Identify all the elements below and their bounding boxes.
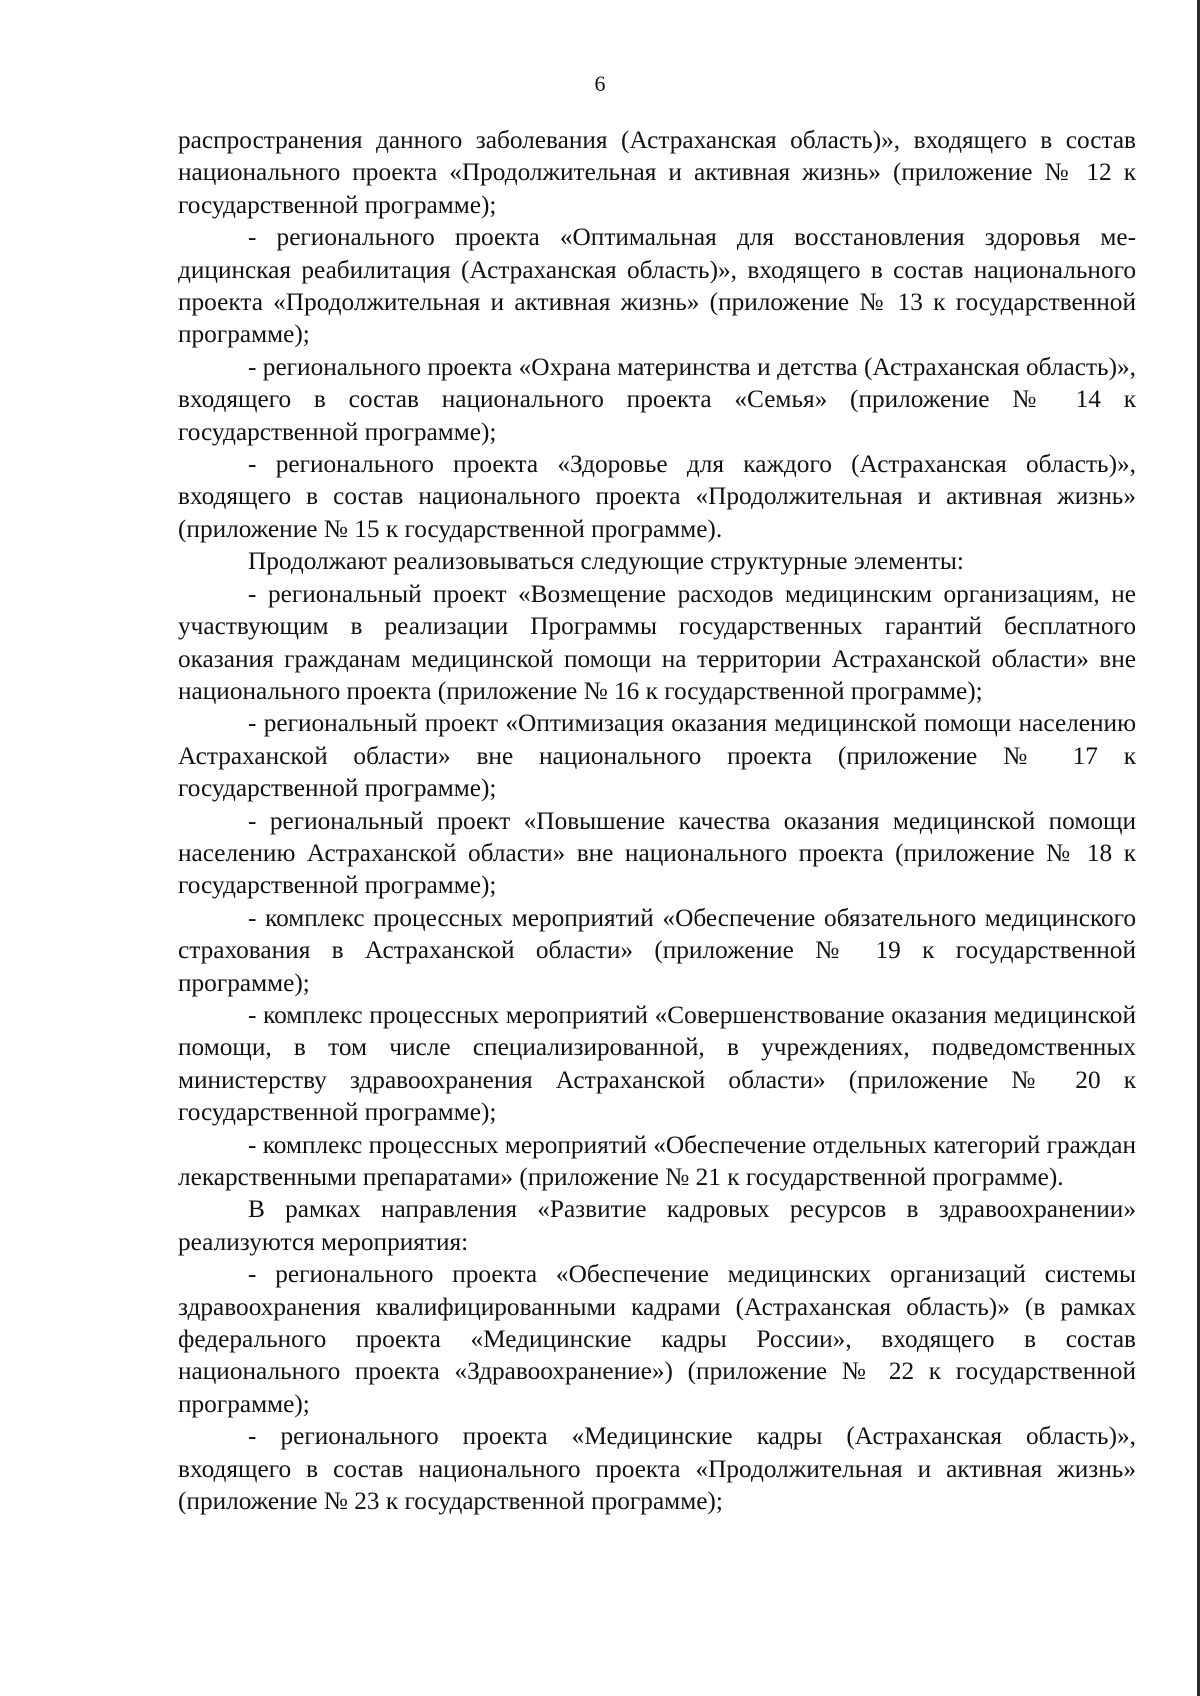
page-number: 6 <box>594 71 606 96</box>
paragraph-regional-project-medical-personnel: - регионального проекта «Медицинские кадры (Астраханская область)», входящего в состав национального проекта «Продолжительная и активная жизнь» (приложение № 23 к государственной программе); <box>178 1422 1136 1516</box>
paragraph-process-improvement: - комплекс процессных мероприятий «Совершенствование оказания медицинской помощи, в том числе специализированной, в учреждениях, подведомственных министерству здравоохранения Астраханской области» (приложение № 20 к государственной программе); <box>178 1000 1136 1127</box>
paragraph-regional-project-qualified-personnel: - регионального проекта «Обеспечение медицинских организаций системы здравоохранения квалифицированными кадрами (Астраханская область)» (в рамках федерального проекта «Медицинские кадры России», входящего в состав национального проекта «Здравоохранение») (приложение № 22 к государственной программе); <box>178 1260 1136 1418</box>
paragraph-regional-project-rehabilitation: - регионального проекта «Оптимальная для восстановления здоровья медицинская реабилитация (Астраханская область)», входящего в состав национального проекта «Продолжительная и активная жизнь» (приложение № 13 к государственной программе); <box>178 223 1136 349</box>
paragraph-personnel-direction-intro: В рамках направления «Развитие кадровых ресурсов в здравоохранении» реализуются мероприятия: <box>178 1195 1136 1256</box>
paragraph-regional-project-quality: - региональный проект «Повышение качества оказания медицинской помощи населению Астраханской области» вне национального проекта (приложение № 18 к государственной программе); <box>178 806 1136 900</box>
paragraph-process-medicines: - комплекс процессных мероприятий «Обеспечение отдельных категорий граждан лекарственными препаратами» (приложение № 21 к государственной программе). <box>178 1130 1136 1191</box>
paragraph-regional-project-reimbursement: - региональный проект «Возмещение расходов медицинским организациям, не участвующим в реализации Программы государственных гарантий бесплатного оказания гражданам медицинской помощи на территории Астраханской области» вне национального проекта (приложение № 16 к государственной программе); <box>178 579 1136 705</box>
paragraph-regional-project-maternity: - регионального проекта «Охрана материнства и детства (Астраханская область)», входящего в состав национального проекта «Семья» (приложение № 14 к государственной программе); <box>178 352 1136 446</box>
paragraph-regional-project-health-for-everyone: - регионального проекта «Здоровье для каждого (Астраханская область)», входящего в состав национального проекта «Продолжительная и активная жизнь» (приложение № 15 к государственной программе). <box>178 450 1136 543</box>
document-body <box>178 124 1136 1517</box>
paragraph-process-insurance: - комплекс процессных мероприятий «Обеспечение обязательного медицинского страхования в Астраханской области» (приложение № 19 к государственной программе); <box>178 903 1136 997</box>
paragraph-continuation: распространения данного заболевания (Астраханская область)», входящего в состав национального проекта «Продолжительная и активная жизнь» (приложение № 12 к государственной программе); <box>178 126 1136 219</box>
paragraph-regional-project-optimization: - региональный проект «Оптимизация оказания медицинской помощи населению Астраханской области» вне национального проекта (приложение № 17 к государственной программе); <box>178 709 1136 803</box>
paragraph-structural-elements-intro: Продолжают реализовываться следующие структурные элементы: <box>248 547 964 576</box>
